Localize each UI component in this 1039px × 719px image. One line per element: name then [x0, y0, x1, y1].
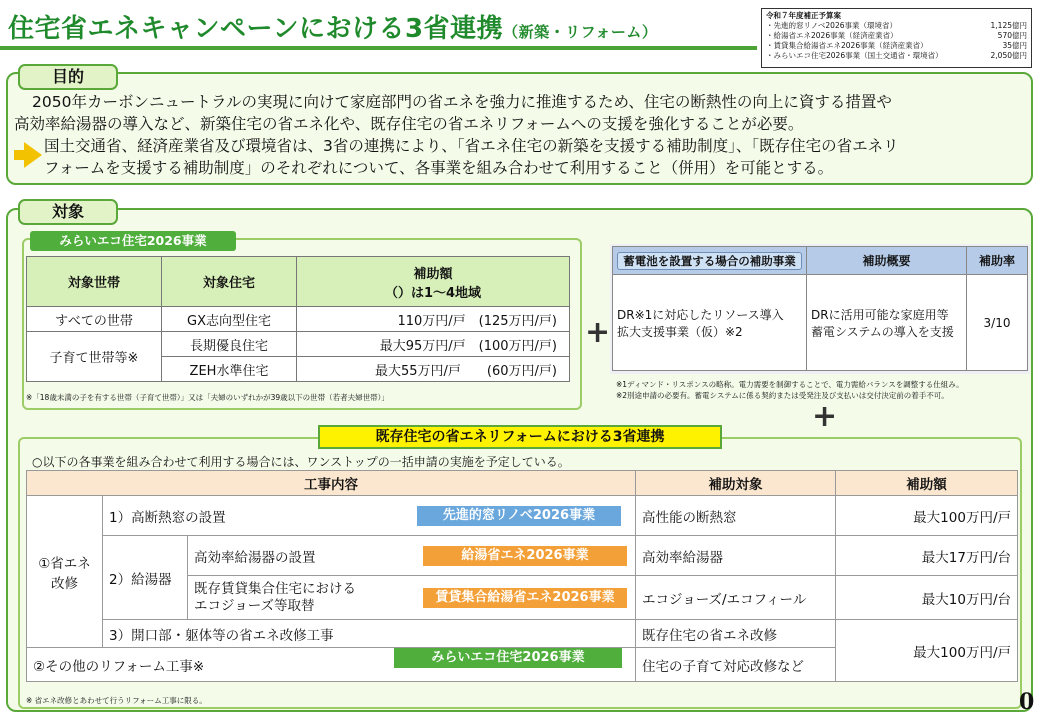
budget-box — [761, 8, 1032, 68]
battery-summary-line2: 蓄電システムの導入を支援 — [811, 324, 954, 339]
page-title — [8, 8, 657, 45]
table-row — [27, 307, 570, 332]
purpose-label: 目的 — [18, 64, 118, 90]
battery-note-2: ※2別途申請の必要有。蓄電システムに係る契約または受発注及び支払いは交付決定前の着手不可。 — [616, 391, 949, 400]
cell-target: 住宅の子育て対応改修など — [636, 648, 836, 682]
budget-row — [766, 41, 1027, 51]
amount-header-sub: （）は1～4地域 — [384, 285, 482, 301]
purpose-line-3: 国土交通省、経済産業省及び環境省は、3省の連携により、「省エネ住宅の新築を支援する補助制度」、「既存住宅の省エネリ — [44, 137, 899, 155]
col-header-household: 対象世帯 — [27, 257, 162, 307]
cell-battery-rate: 3/10 — [967, 275, 1028, 371]
col-header-summary: 補助概要 — [807, 247, 967, 275]
reform-note: ※ 省エネ改修とあわせて行うリフォーム工事に限る。 — [26, 696, 207, 705]
title-subtitle: （新築・リフォーム） — [503, 23, 658, 41]
mirai-table — [26, 256, 570, 382]
budget-row — [766, 31, 1027, 41]
cell-battery-name — [613, 275, 807, 371]
cell-target: 高効率給湯器 — [636, 536, 836, 576]
row-label-line1: 既存賃貸集合住宅における — [194, 580, 356, 597]
battery-table — [612, 246, 1028, 371]
budget-heading: 令和７年度補正予算案 — [766, 11, 841, 20]
cell-household: 子育て世帯等※ — [27, 332, 162, 382]
cell-amount: 最大100万円/戸 — [836, 620, 1018, 682]
budget-row-name: ・賃貸集合給湯省エネ2026事業（経済産業省） — [766, 41, 928, 50]
cell-household: すべての世帯 — [27, 307, 162, 332]
amount-header: 補助額 — [413, 266, 453, 282]
cell-amount: 最大100万円/戸 — [836, 496, 1018, 536]
table-row — [27, 332, 570, 357]
table-row — [27, 536, 1018, 576]
program-tag: 賃貸集合給湯省エネ2026事業 — [423, 588, 627, 608]
battery-name-line1: DR※1に対応したリソース導入 — [617, 307, 784, 322]
col-header-house: 対象住宅 — [162, 257, 297, 307]
battery-header-label: 蓄電池を設置する場合の補助事業 — [617, 252, 802, 270]
cell-house: ZEH水準住宅 — [162, 357, 297, 382]
cell-target: 高性能の断熱窓 — [636, 496, 836, 536]
budget-row-name: ・先進的窓リノベ2026事業（環境省） — [766, 21, 897, 30]
cell-group-1: ①省エネ改修 — [27, 496, 103, 648]
right-arrow-icon — [24, 142, 42, 168]
budget-row-amount: 2,050億円 — [990, 51, 1027, 60]
plus-icon: + — [585, 315, 611, 350]
cell-amount: 最大10万円/台 — [836, 576, 1018, 620]
battery-summary-line1: DRに活用可能な家庭用等 — [811, 307, 949, 322]
cell-target: エコジョーズ/エコフィール — [636, 576, 836, 620]
row-label: 3）開口部・躯体等の省エネ改修工事 — [103, 620, 636, 648]
cell-target: 既存住宅の省エネ改修 — [636, 620, 836, 648]
row-label: 高効率給湯器の設置 — [194, 549, 316, 566]
cell-house: 長期優良住宅 — [162, 332, 297, 357]
purpose-line-1: 2050年カーボンニュートラルの実現に向けて家庭部門の省エネを強力に推進するため、住宅の断熱性の向上に資する措置や — [32, 93, 892, 111]
cell-amount: 110万円/戸 (125万円/戸) — [297, 307, 570, 332]
table-row — [27, 496, 1018, 536]
cell-amount: 最大17万円/台 — [836, 536, 1018, 576]
budget-row — [766, 51, 1027, 61]
title-underline — [0, 46, 757, 50]
row-label: 2）給湯器 — [103, 536, 188, 620]
cell-amount: 最大95万円/戸 (100万円/戸) — [297, 332, 570, 357]
page-number: 0 — [1019, 689, 1035, 715]
col-header-battery — [613, 247, 807, 275]
col-header-content: 工事内容 — [27, 471, 636, 496]
cell-amount: 最大55万円/戸 (60万円/戸) — [297, 357, 570, 382]
table-row — [613, 275, 1028, 371]
row-label: 1）高断熱窓の設置 — [109, 509, 226, 526]
row-label-line2: エコジョーズ等取替 — [194, 597, 315, 614]
reform-banner: 既存住宅の省エネリフォームにおける3省連携 — [318, 425, 722, 449]
cell-content — [188, 536, 636, 576]
row-label — [194, 581, 356, 615]
program-tag: 先進的窓リノベ2026事業 — [417, 506, 621, 526]
budget-row-amount: 570億円 — [997, 31, 1027, 40]
cell-content — [188, 576, 636, 620]
cell-house: GX志向型住宅 — [162, 307, 297, 332]
plus-icon-2: + — [812, 399, 838, 434]
budget-row-amount: 1,125億円 — [990, 21, 1027, 30]
table-row — [27, 620, 1018, 648]
battery-note-1: ※1ディマンド・リスポンスの略称。電力需要を制御することで、電力需給バランスを調整する仕組み。 — [616, 380, 964, 389]
col-header-target: 補助対象 — [636, 471, 836, 496]
col-header-amount: 補助額 — [836, 471, 1018, 496]
title-main: 住宅省エネキャンペーンにおける3省連携 — [8, 14, 504, 44]
col-header-rate: 補助率 — [967, 247, 1028, 275]
budget-row-amount: 35億円 — [1002, 41, 1027, 50]
cell-battery-summary — [807, 275, 967, 371]
mirai-note: ※「18歳未満の子を有する世帯（子育て世帯）」又は「夫婦のいずれかが39歳以下の世帯（若者夫婦世帯）」 — [26, 393, 389, 402]
battery-name-line2: 拡大支援事業（仮）※2 — [617, 324, 743, 339]
program-tag: 給湯省エネ2026事業 — [423, 546, 627, 566]
cell-group-2: ②その他のリフォーム工事※ — [27, 648, 636, 682]
cell-content — [103, 496, 636, 536]
budget-row-name: ・みらいエコ住宅2026事業（国土交通省・環境省） — [766, 51, 943, 60]
target-label: 対象 — [18, 199, 118, 225]
mirai-program-tag: みらいエコ住宅2026事業 — [394, 648, 622, 668]
reform-intro: ○以下の各事業を組み合わせて利用する場合には、ワンストップの一括申請の実施を予定している。 — [32, 455, 570, 469]
purpose-line-4: フォームを支援する補助制度」のそれぞれについて、各事業を組み合わせて利用すること（併用）を可能とする。 — [44, 159, 834, 177]
budget-row-name: ・給湯省エネ2026事業（経済産業省） — [766, 31, 898, 40]
purpose-line-2: 高効率給湯器の導入など、新築住宅の省エネ化や、既存住宅の省エネリフォームへの支援を強化することが必要。 — [14, 115, 804, 133]
col-header-amount — [297, 257, 570, 307]
mirai-tag: みらいエコ住宅2026事業 — [30, 231, 236, 251]
budget-row — [766, 21, 1027, 31]
